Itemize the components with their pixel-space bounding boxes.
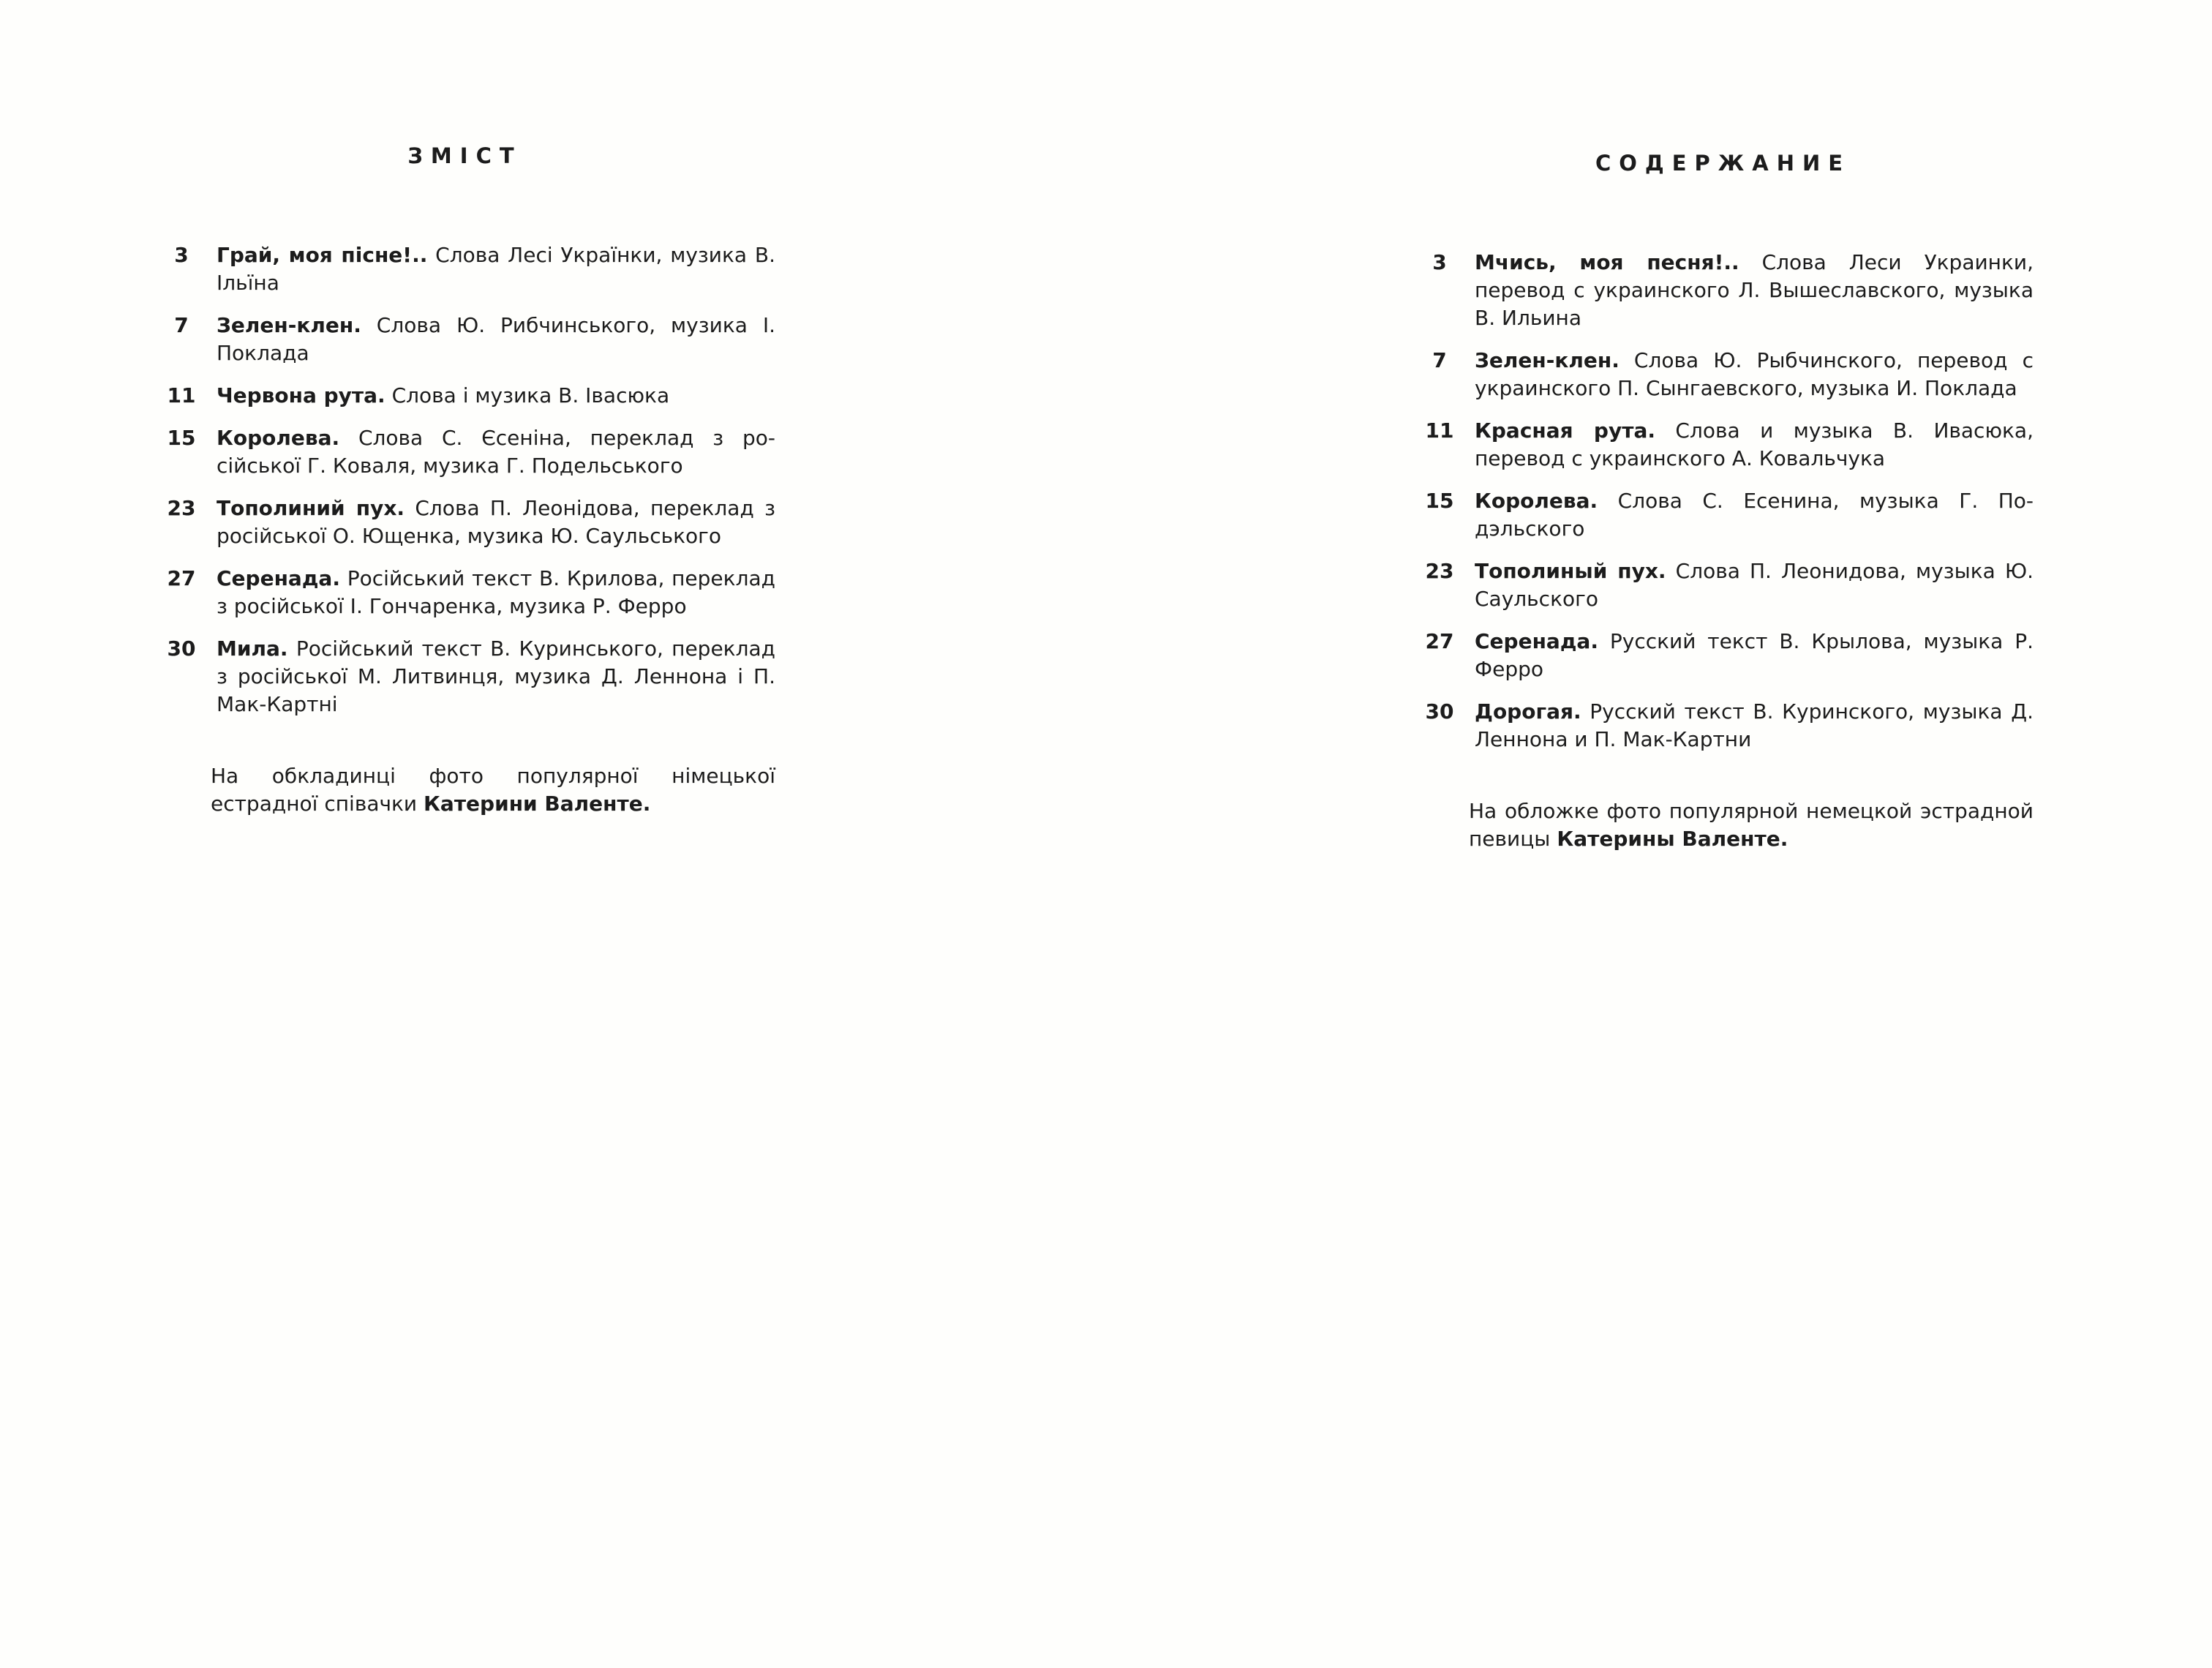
contents-entry (1404, 347, 2034, 402)
contents-entry (1404, 417, 2034, 473)
contents-entry (146, 424, 775, 480)
song-credits: Російський текст В. Куринського, переклад з російської М. Литвинця, музика Д. Леннона і П. Мак-Картні (217, 636, 775, 716)
contents-entry (146, 312, 775, 367)
song-title: Зелен-клен. (1475, 348, 1620, 372)
cover-note-name: Катерини Валенте. (424, 792, 651, 816)
song-title: Грай, моя пісне!.. (217, 243, 428, 267)
page-number: 30 (167, 636, 196, 661)
song-credits: Слова Ю. Рибчинського, музика І. Поклада (217, 313, 776, 365)
song-title: Червона рута. (217, 383, 385, 407)
song-credits: Слова Ю. Рыбчинского, перевод с украинского П. Сынгаевского, музыка И. Поклада (1475, 348, 2034, 400)
page-number: 11 (1425, 418, 1454, 443)
cover-note (211, 762, 775, 818)
song-title: Тополиный пух. (1475, 559, 1666, 583)
page-number: 7 (174, 313, 189, 337)
page-number: 23 (1425, 559, 1454, 583)
contents-list (146, 241, 775, 718)
song-credits: Слова С. Єсеніна, переклад з російської Г. Коваля, музика Г. Подельського (217, 426, 775, 478)
page-number: 27 (167, 566, 196, 590)
page-number: 3 (1432, 250, 1447, 274)
contents-entry (146, 635, 775, 718)
song-title: Королева. (217, 426, 340, 450)
song-title: Мила. (217, 636, 288, 661)
song-credits: Слова и музыка В. Ивасюка, перевод с украинского А. Ковальчука (1475, 418, 2034, 470)
contents-entry (146, 565, 775, 620)
contents-entry (1404, 698, 2034, 754)
song-credits: Слова П. Леонідова, переклад з російської О. Ющенка, музика Ю. Саульського (217, 496, 776, 548)
song-credits: Русский текст В. Крылова, музыка Р. Ферро (1475, 629, 2034, 681)
song-title: Королева. (1475, 489, 1598, 513)
page-number: 27 (1425, 629, 1454, 653)
page-number: 7 (1432, 348, 1447, 372)
page-number: 11 (167, 383, 196, 407)
cover-note (1469, 797, 2034, 853)
contents-entry (146, 241, 775, 297)
cover-note-text: На обложке фото популярной немецкой эстрадной певицы (1469, 799, 2034, 851)
page-number: 23 (167, 496, 196, 520)
song-title: Тополиний пух. (217, 496, 405, 520)
page-number: 3 (174, 243, 189, 267)
contents-entry (1404, 628, 2034, 683)
contents-russian (1404, 151, 2034, 853)
contents-entry (1404, 557, 2034, 613)
song-title: Серенада. (1475, 629, 1598, 653)
song-credits: Слова С. Есенина, музыка Г. Подэльского (1475, 489, 2034, 541)
song-credits: Слова Лесі Українки, музика В. Ільїна (217, 243, 775, 295)
contents-entry (146, 495, 775, 550)
song-credits: Російський текст В. Крилова, переклад з російської І. Гончаренка, музика Р. Ферро (217, 566, 775, 618)
contents-heading: ЗМІСТ (407, 143, 522, 168)
song-title: Мчись, моя песня!.. (1475, 250, 1739, 274)
contents-heading: СОДЕРЖАНИЕ (1595, 151, 1851, 176)
contents-list (1404, 249, 2034, 754)
song-credits: Слова і музика В. Івасюка (391, 383, 670, 407)
contents-entry (1404, 249, 2034, 332)
song-credits: Слова Леси Украинки, перевод с украинского Л. Вышеславского, музыка В. Ильина (1475, 250, 2034, 330)
song-title: Дорогая. (1475, 699, 1581, 724)
contents-entry (146, 382, 775, 410)
page-number: 15 (167, 426, 196, 450)
contents-entry (1404, 487, 2034, 543)
contents-ukrainian (146, 143, 775, 818)
song-title: Зелен-клен. (217, 313, 361, 337)
cover-note-text: На обкладинці фото популярної німецької естрадної співачки (211, 764, 775, 816)
cover-note-name: Катерины Валенте. (1557, 827, 1788, 851)
song-title: Серенада. (217, 566, 340, 590)
song-credits: Русский текст В. Куринского, музыка Д. Леннона и П. Мак-Картни (1475, 699, 2034, 751)
song-credits: Слова П. Леонидова, музыка Ю. Саульского (1475, 559, 2034, 611)
page-number: 30 (1425, 699, 1454, 724)
page-number: 15 (1425, 489, 1454, 513)
song-title: Красная рута. (1475, 418, 1655, 443)
